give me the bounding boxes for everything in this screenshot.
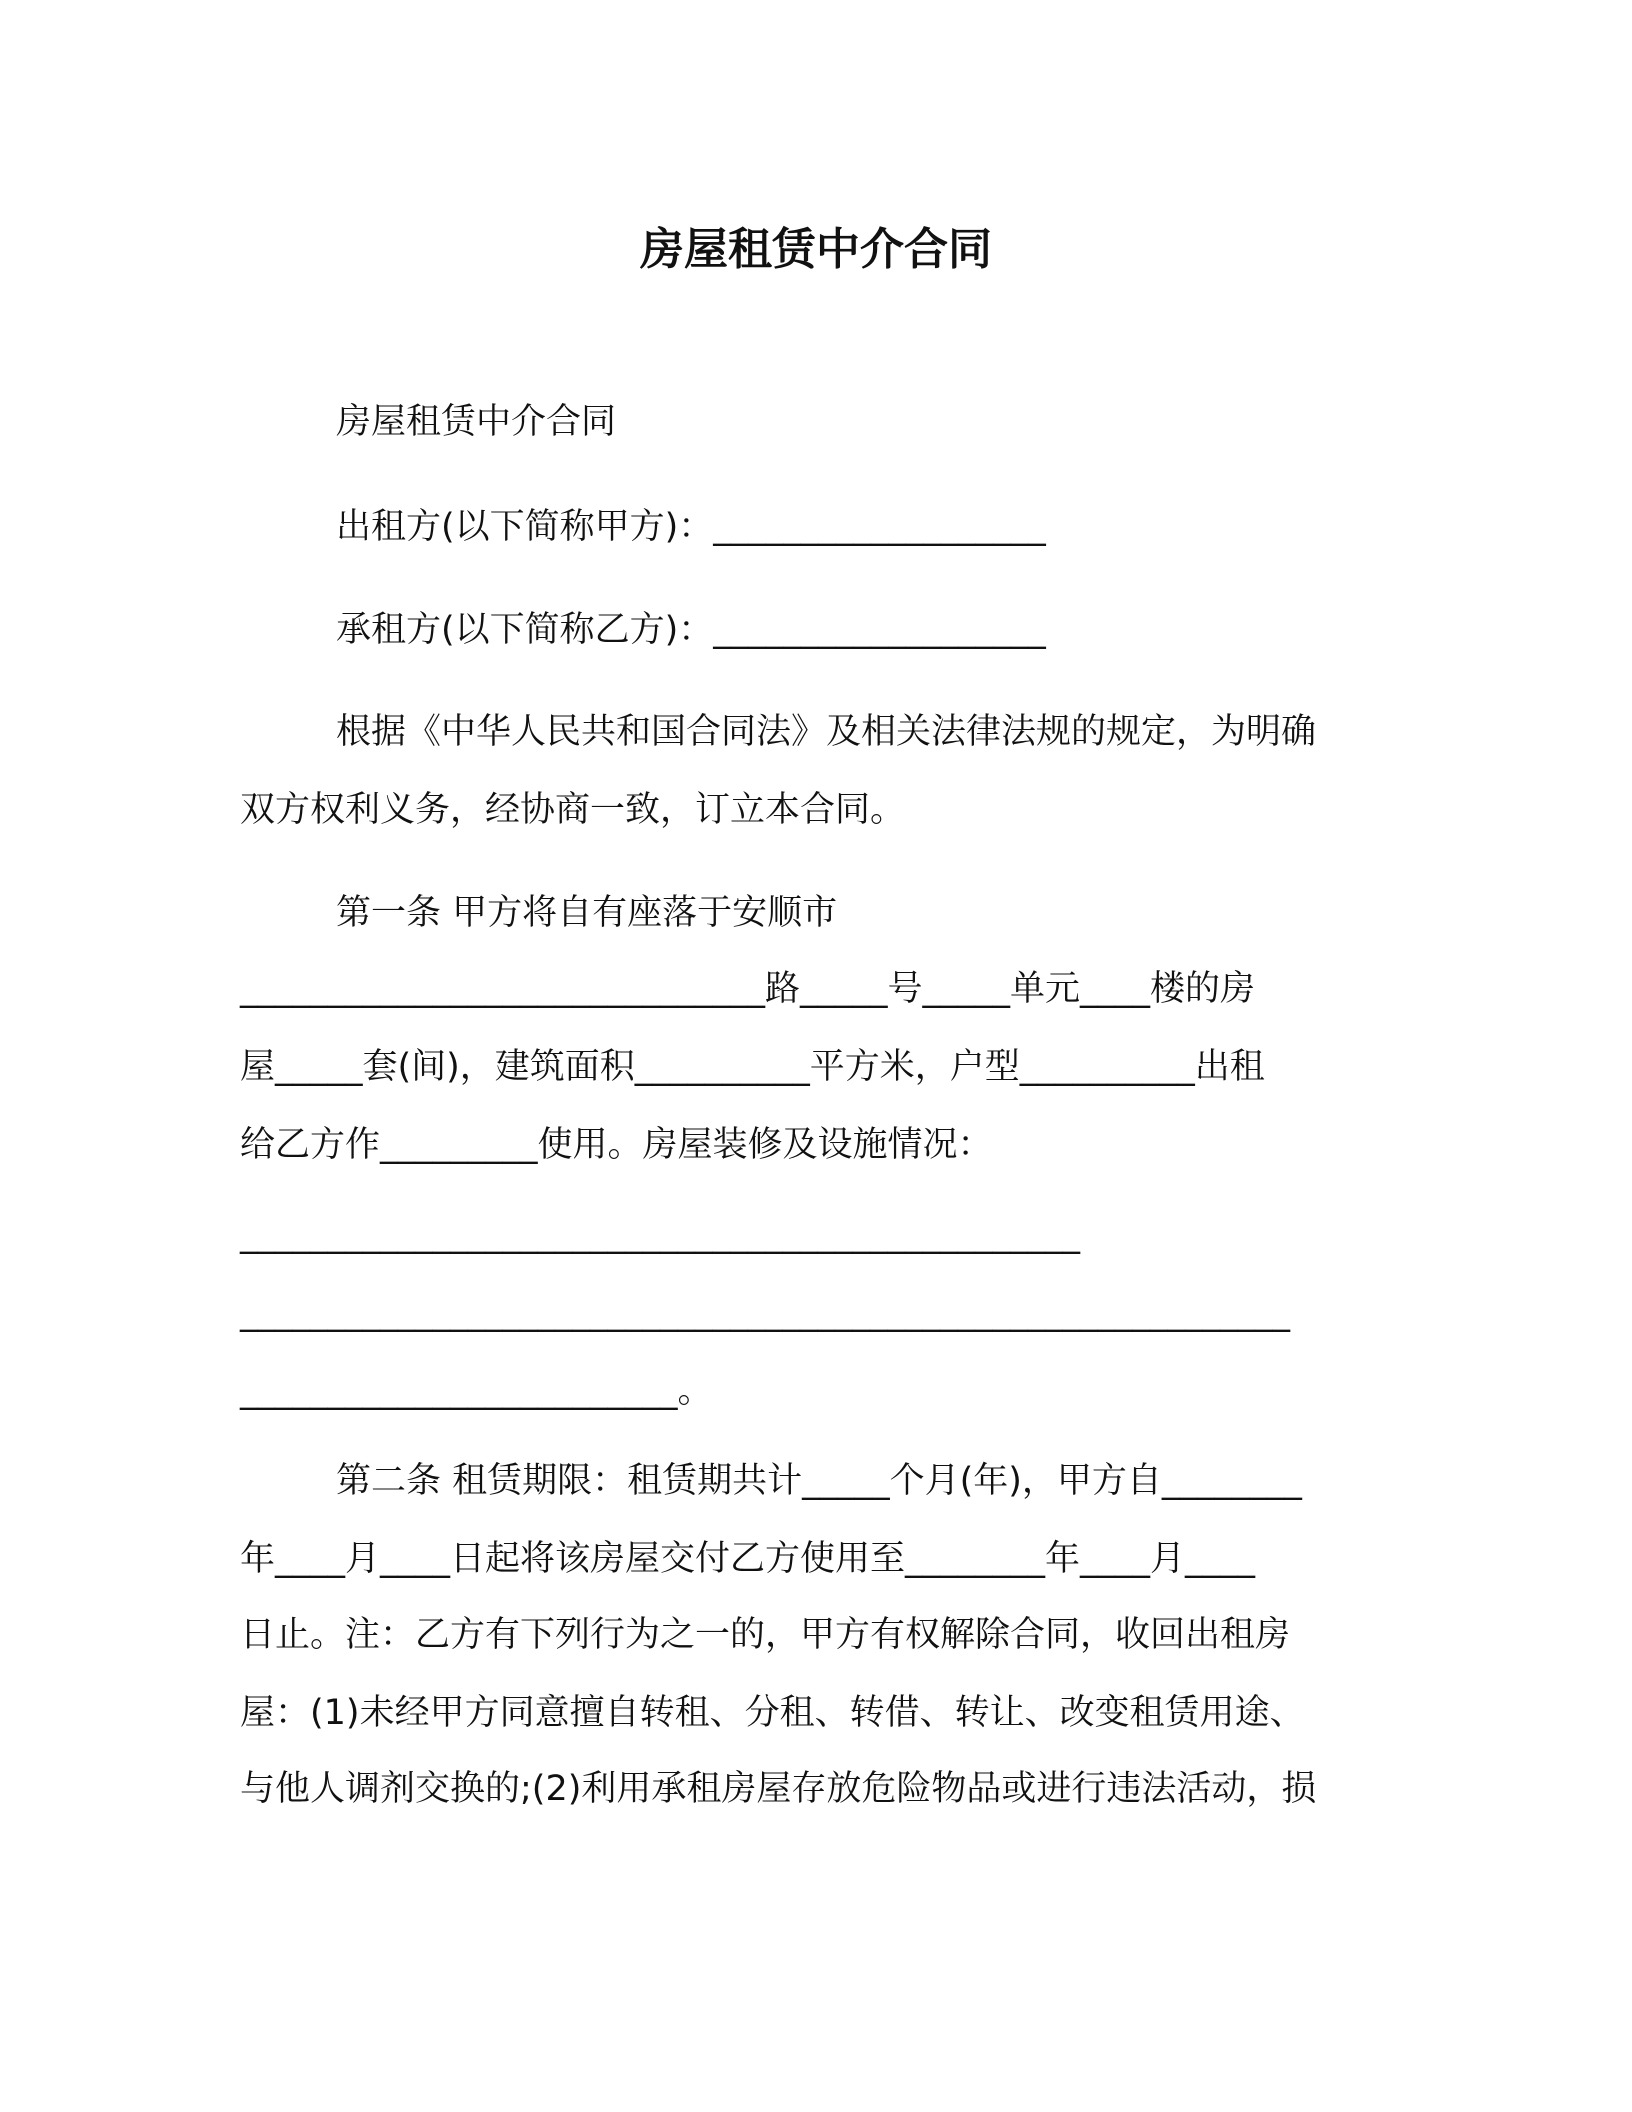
article-2-line-4: 屋：(1)未经甲方同意擅自转租、分租、转借、转让、改变租赁用途、	[240, 1693, 1305, 1733]
lessor-line: 出租方(以下简称甲方)：___________________	[336, 507, 1046, 547]
lessee-line: 承租方(以下简称乙方)：___________________	[336, 610, 1046, 650]
article-2-line-2: 年____月____日起将该房屋交付乙方使用至________年____月____	[240, 1539, 1256, 1579]
article-1-heading: 第一条 甲方将自有座落于安顺市	[336, 893, 838, 933]
facilities-blank-1: ________________________________________________	[240, 1215, 1080, 1255]
article-2-line-1: 第二条 租赁期限：租赁期共计_____个月(年)，甲方自________	[336, 1461, 1302, 1501]
article-2-line-3: 日止。注：乙方有下列行为之一的，甲方有权解除合同，收回出租房	[240, 1615, 1291, 1655]
subtitle-line: 房屋租赁中介合同	[336, 402, 617, 442]
preamble-line-2: 双方权利义务，经协商一致，订立本合同。	[240, 790, 906, 830]
facilities-blank-2: ____________________________________________________________	[240, 1293, 1290, 1333]
preamble-line-1: 根据《中华人民共和国合同法》及相关法律法规的规定，为明确	[336, 712, 1317, 752]
document-title: 房屋租赁中介合同	[640, 224, 992, 275]
article-1-line-3: 给乙方作_________使用。房屋装修及设施情况：	[240, 1125, 993, 1165]
article-1-line-1: ______________________________路_____号_____单元____楼的房	[240, 969, 1256, 1009]
article-2-line-5: 与他人调剂交换的;(2)利用承租房屋存放危险物品或进行违法活动，损	[240, 1769, 1317, 1809]
article-1-line-2: 屋_____套(间)，建筑面积__________平方米，户型__________出租	[240, 1047, 1265, 1087]
facilities-blank-3: _________________________。	[240, 1371, 713, 1411]
